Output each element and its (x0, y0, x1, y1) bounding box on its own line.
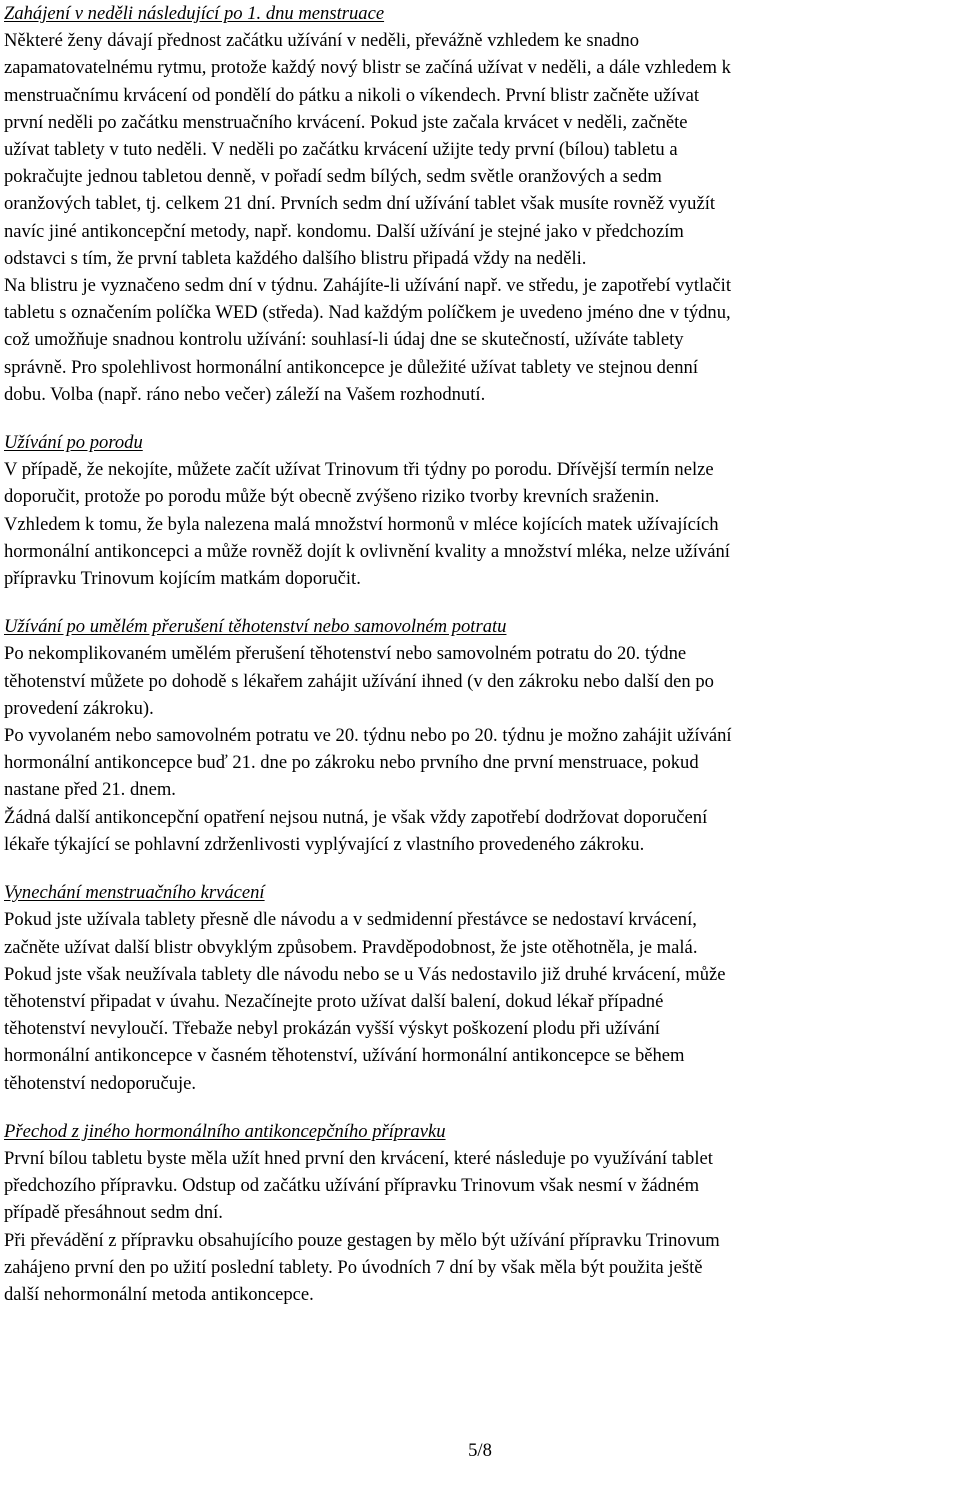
text-line: nastane před 21. dnem. (4, 779, 176, 801)
text-line: provedení zákroku). (4, 697, 154, 719)
text-line: tabletu s označením políčka WED (středa). Nad každým políčkem je uvedeno jméno dne v týdnu, (4, 302, 731, 324)
section-heading: Užívání po porodu (4, 432, 143, 454)
text-line: těhotenství připadat v úvahu. Nezačínejte proto užívat další balení, dokud lékař případné (4, 990, 664, 1012)
text-line: Po nekomplikovaném umělém přerušení těhotenství nebo samovolném potratu do 20. týdne (4, 643, 687, 665)
text-line: hormonální antikoncepce buď 21. dne po zákroku nebo prvního dne první menstruace, pokud (4, 752, 699, 774)
text-line: těhotenství nevyloučí. Třebaže nebyl prokázán vyšší výskyt poškození plodu při užívání (4, 1018, 660, 1040)
text-line: zahájeno první den po užití poslední tablety. Po úvodních 7 dní by však měla být použita ještě (4, 1256, 703, 1278)
text-line: Po vyvolaném nebo samovolném potratu ve 20. týdnu nebo po 20. týdnu je možno zahájit užívání (4, 725, 732, 747)
text-line: První bílou tabletu byste měla užít hned první den krvácení, které následuje po využívání tablet (4, 1147, 713, 1169)
section-heading: Zahájení v neděli následující po 1. dnu menstruace (4, 3, 385, 24)
text-line: zapamatovatelnému rytmu, protože každý nový blistr se začíná užívat v neděli, a dále vzhledem k (4, 57, 731, 79)
text-line: což umožňuje snadnou kontrolu užívání: souhlasí-li údaj dne se skutečností, užíváte tablety (4, 329, 684, 351)
text-line: přípravku Trinovum kojícím matkám doporučit. (4, 568, 361, 590)
page-number: 5/8 (468, 1440, 492, 1461)
section-switching (4, 1118, 958, 1308)
section-body (4, 1145, 958, 1308)
text-line: další nehormonální metoda antikoncepce. (4, 1283, 314, 1305)
text-line: hormonální antikoncepci a může rovněž dojít k ovlivnění kvality a množství mléka, nelze užívání (4, 540, 730, 562)
text-line: správně. Pro spolehlivost hormonální antikoncepce je důležité užívat tablety ve stejnou denní (4, 356, 698, 378)
section-after-abortion (4, 613, 958, 858)
text-line: hormonální antikoncepce v časném těhotenství, užívání hormonální antikoncepce se během (4, 1045, 685, 1067)
text-line: navíc jiné antikoncepční metody, např. kondomu. Další užívání je stejné jako v předchozím (4, 220, 684, 242)
text-line: Na blistru je vyznačeno sedm dní v týdnu. Zahájíte-li užívání např. ve středu, je zapotřebí vytlačit (4, 275, 731, 297)
section-missed-bleeding (4, 879, 958, 1097)
text-line: Pokud jste užívala tablety přesně dle návodu a v sedmidenní přestávce se nedostaví krvácení, (4, 909, 697, 931)
text-line: oranžových tablet, tj. celkem 21 dní. Prvních sedm dní užívání tablet však musíte rovněž využít (4, 193, 716, 215)
text-line: Některé ženy dávají přednost začátku užívání v neděli, převážně vzhledem ke snadno (4, 30, 640, 52)
section-body (4, 906, 958, 1096)
text-line: Pokud jste však neužívala tablety dle návodu nebo se u Vás nedostavilo již druhé krvácení, může (4, 963, 726, 985)
section-spacer (4, 858, 958, 879)
section-spacer (4, 408, 958, 429)
text-line: těhotenství nedoporučuje. (4, 1072, 197, 1094)
text-line: začněte užívat další blistr obvyklým způsobem. Pravděpodobnost, že jste otěhotněla, je malá. (4, 936, 698, 958)
text-line: pokračujte jednou tabletou denně, v pořadí sedm bílých, sedm světle oranžových a sedm (4, 166, 662, 188)
text-line: těhotenství můžete po dohodě s lékařem zahájit užívání ihned (v den zákroku nebo další den po (4, 670, 714, 692)
section-spacer (4, 1097, 958, 1118)
section-heading: Užívání po umělém přerušení těhotenství nebo samovolném potratu (4, 616, 507, 638)
text-line: doporučit, protože po porodu může být obecně zvýšeno riziko tvorby krevních sraženin. (4, 486, 660, 508)
text-line: první neděli po začátku menstruačního krvácení. Pokud jste začala krvácet v neděli, začněte (4, 111, 688, 133)
text-line: předchozího přípravku. Odstup od začátku užívání přípravku Trinovum však nesmí v žádném (4, 1175, 700, 1197)
text-line: V případě, že nekojíte, můžete začít užívat Trinovum tři týdny po porodu. Dřívější termín nelze (4, 459, 714, 481)
section-body (4, 27, 958, 408)
text-line: Při převádění z přípravku obsahujícího pouze gestagen by mělo být užívání přípravku Trinovum (4, 1229, 720, 1251)
text-line: případě přesáhnout sedm dní. (4, 1202, 223, 1224)
section-heading: Přechod z jiného hormonálního antikoncepčního přípravku (4, 1120, 446, 1142)
text-line: menstruačnímu krvácení od pondělí do pátku a nikoli o víkendech. První blistr začněte užívat (4, 84, 700, 106)
document-page (4, 0, 958, 1308)
text-line: Vzhledem k tomu, že byla nalezena malá množství hormonů v mléce kojících matek užívajících (4, 513, 719, 535)
text-line: Žádná další antikoncepční opatření nejsou nutná, je však vždy zapotřebí dodržovat doporučení (4, 806, 708, 828)
section-postpartum (4, 429, 958, 592)
text-line: dobu. Volba (např. ráno nebo večer) záleží na Vašem rozhodnutí. (4, 383, 486, 405)
text-line: lékaře týkající se pohlavní zdrženlivosti vyplývající z vlastního provedeného zákroku. (4, 833, 645, 855)
section-body (4, 640, 958, 858)
text-line: odstavci s tím, že první tableta každého dalšího blistru připadá vždy na neděli. (4, 247, 587, 269)
section-heading: Vynechání menstruačního krvácení (4, 882, 265, 904)
text-line: užívat tablety v tuto neděli. V neděli po začátku krvácení užijte tedy první (bílou) tabletu a (4, 139, 678, 161)
section-spacer (4, 592, 958, 613)
section-sunday-start (4, 0, 958, 408)
section-body (4, 456, 958, 592)
